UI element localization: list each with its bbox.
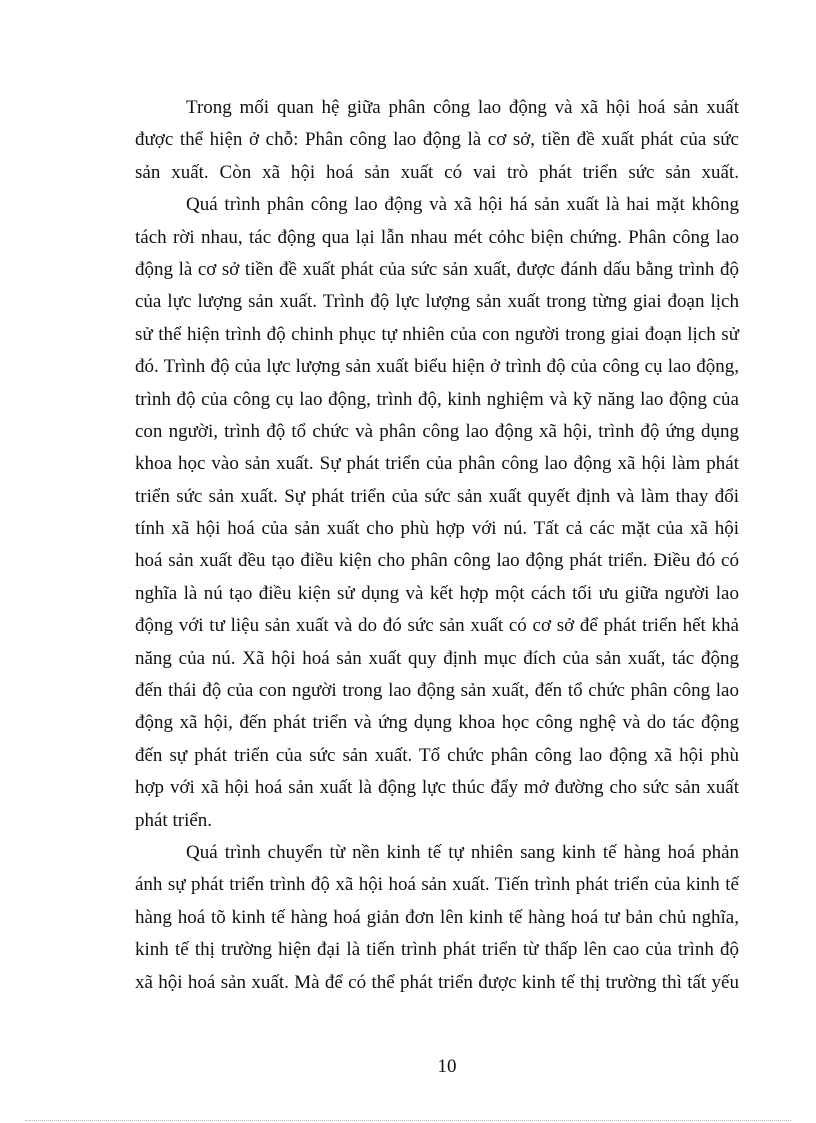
text-line: Quá trình chuyển từ nền kinh tế tự nhiên sang kinh tế hàng hoá phản bbox=[186, 841, 739, 863]
paragraph-2-line-1 bbox=[135, 189, 739, 221]
paragraph-2-line-13 bbox=[135, 578, 739, 610]
paragraph-1-line-2 bbox=[135, 124, 739, 156]
paragraph-2-line-20 bbox=[135, 805, 739, 837]
paragraph-2-line-10 bbox=[135, 481, 739, 513]
paragraph-2-line-16 bbox=[135, 675, 739, 707]
page-number: 10 bbox=[437, 1056, 457, 1077]
paragraph-2-line-17 bbox=[135, 707, 739, 739]
text-line: sản xuất. Còn xã hội hoá sản xuất có vai trò phát triển sức sản xuất. bbox=[135, 161, 739, 183]
paragraph-3-line-3 bbox=[135, 902, 739, 934]
text-line: tách rời nhau, tác động qua lại lẫn nhau mét cỏhc biện chứng. Phân công lao bbox=[135, 226, 739, 248]
text-line: phát triển. bbox=[135, 809, 213, 831]
text-line: động với tư liệu sản xuất và do đó sức sản xuất có cơ sở để phát triển hết khả bbox=[135, 615, 739, 637]
text-line: Quá trình phân công lao động và xã hội há sản xuất là hai mặt không bbox=[186, 194, 739, 216]
text-line: triển sức sản xuất. Sự phát triển của sức sản xuất quyết định và làm thay đổi bbox=[135, 485, 739, 507]
paragraph-2-line-8 bbox=[135, 416, 739, 448]
paragraph-3-line-5 bbox=[135, 967, 739, 999]
paragraph-2-line-4 bbox=[135, 286, 739, 318]
text-line: ánh sự phát triển trình độ xã hội hoá sản xuất. Tiến trình phát triển của kinh tế bbox=[135, 874, 739, 896]
paragraph-2-line-14 bbox=[135, 610, 739, 642]
text-line: khoa học vào sản xuất. Sự phát triển của phân công lao động xã hội làm phát bbox=[135, 453, 739, 475]
text-line: đến thái độ của con người trong lao động sản xuất, đến tổ chức phân công lao bbox=[135, 680, 739, 702]
text-line: kinh tế thị trường hiện đại là tiến trình phát triển từ thấp lên cao của trình độ bbox=[135, 939, 739, 961]
paragraph-2-line-7 bbox=[135, 384, 739, 416]
text-line: con người, trình độ tổ chức và phân công lao động xã hội, trình độ ứng dụng bbox=[135, 420, 739, 442]
paragraph-2-line-5 bbox=[135, 319, 739, 351]
text-line: đến sự phát triển của sức sản xuất. Tổ chức phân công lao động xã hội phù bbox=[135, 744, 739, 766]
text-line: trình độ của công cụ lao động, trình độ, kinh nghiệm và kỹ năng lao động của bbox=[135, 388, 739, 410]
paragraph-2-line-11 bbox=[135, 513, 739, 545]
text-line: sử thể hiện trình độ chinh phục tự nhiên của con người trong giai đoạn lịch sử bbox=[135, 323, 739, 345]
paragraph-1-line-1 bbox=[135, 92, 739, 124]
paragraph-3-line-2 bbox=[135, 869, 739, 901]
text-line: hoá sản xuất đều tạo điều kiện cho phân công lao động phát triển. Điều đó có bbox=[135, 550, 739, 572]
text-line: đó. Trình độ của lực lượng sản xuất biểu hiện ở trình độ của công cụ lao động, bbox=[135, 356, 739, 378]
text-line: năng của nú. Xã hội hoá sản xuất quy định mục đích của sản xuất, tác động bbox=[135, 647, 739, 669]
paragraph-2-line-15 bbox=[135, 643, 739, 675]
paragraph-2-line-2 bbox=[135, 222, 739, 254]
paragraph-2-line-12 bbox=[135, 545, 739, 577]
text-line: tính xã hội hoá của sản xuất cho phù hợp với nú. Tất cả các mặt của xã hội bbox=[135, 518, 739, 540]
paragraph-1-line-3 bbox=[135, 157, 739, 189]
body-text bbox=[135, 92, 739, 999]
paragraph-2-line-9 bbox=[135, 448, 739, 480]
paragraph-2-line-19 bbox=[135, 772, 739, 804]
paragraph-2-line-6 bbox=[135, 351, 739, 383]
paragraph-2-line-3 bbox=[135, 254, 739, 286]
text-line: Trong mối quan hệ giữa phân công lao động và xã hội hoá sản xuất bbox=[186, 97, 739, 118]
paragraph-3-line-4 bbox=[135, 934, 739, 966]
text-line: được thể hiện ở chỗ: Phân công lao động là cơ sở, tiền đề xuất phát của sức bbox=[135, 129, 739, 151]
text-line: của lực lượng sản xuất. Trình độ lực lượng sản xuất trong từng giai đoạn lịch bbox=[135, 291, 739, 313]
paragraph-3-line-1 bbox=[135, 837, 739, 869]
text-line: hàng hoá tõ kinh tế hàng hoá giản đơn lên kinh tế hàng hoá tư bản chủ nghĩa, bbox=[135, 906, 739, 928]
paragraph-2-line-18 bbox=[135, 740, 739, 772]
text-line: xã hội hoá sản xuất. Mà để có thể phát triển được kinh tế thị trường thì tất yếu bbox=[135, 971, 739, 993]
text-line: động là cơ sở tiền đề xuất phát của sức sản xuất, được đánh dấu bằng trình độ bbox=[135, 258, 739, 280]
page-bottom-dotted-border bbox=[25, 1120, 791, 1121]
text-line: động xã hội, đến phát triển và ứng dụng khoa học công nghệ và do tác động bbox=[135, 712, 739, 734]
text-line: hợp với xã hội hoá sản xuất là động lực thúc đẩy mở đường cho sức sản xuất bbox=[135, 777, 739, 799]
text-line: nghĩa là nú tạo điều kiện sử dụng và kết hợp một cách tối ưu giữa người lao bbox=[135, 582, 739, 604]
